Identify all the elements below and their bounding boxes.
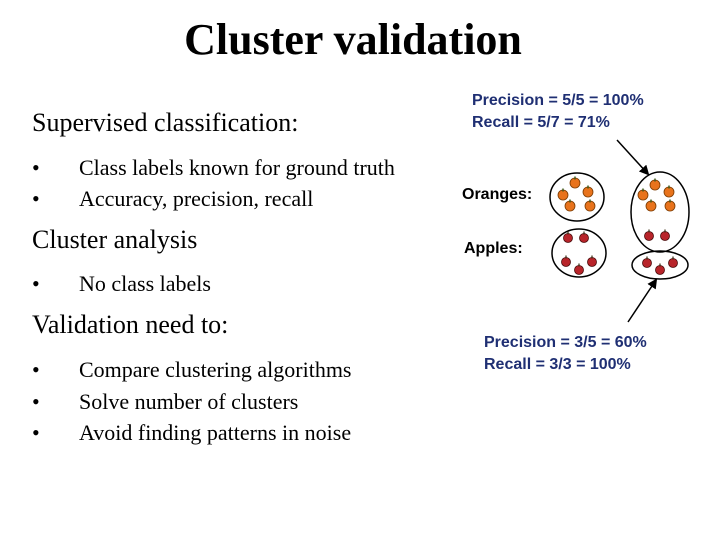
bullet-icon: • <box>32 357 40 382</box>
bullet-text: No class labels <box>79 271 211 296</box>
apples-label: Apples: <box>464 240 523 257</box>
orange-fruit-icon <box>638 189 648 201</box>
orange-fruit-icon <box>558 189 568 201</box>
bullet-text: Avoid finding patterns in noise <box>79 420 352 445</box>
oranges-label: Oranges: <box>462 186 533 203</box>
apple-fruit-icon <box>645 230 654 241</box>
slide-title: Cluster validation <box>184 15 522 64</box>
bullet-text: Class labels known for ground truth <box>79 155 395 180</box>
top-precision-text: Precision = 5/5 = 100% <box>472 92 644 109</box>
bullet-icon: • <box>32 186 40 211</box>
bullet-icon: • <box>32 420 40 445</box>
apple-fruit-icon <box>562 256 571 267</box>
orange-fruit-icon <box>585 200 595 212</box>
bottom-recall-text: Recall = 3/3 = 100% <box>484 356 631 373</box>
orange-fruit-icon <box>664 186 674 198</box>
supervised-heading: Supervised classification: <box>32 108 299 137</box>
orange-fruit-icon <box>646 200 656 212</box>
top-metrics-arrow <box>617 140 648 174</box>
orange-fruit-icon <box>570 177 580 189</box>
cluster-analysis-heading: Cluster analysis <box>32 225 198 254</box>
apple-fruit-icon <box>580 232 589 243</box>
orange-fruit-icon <box>565 200 575 212</box>
apple-fruit-icon <box>661 230 670 241</box>
apple-fruit-icon <box>656 264 665 275</box>
apple-fruit-icon <box>643 257 652 268</box>
orange-fruit-icon <box>583 186 593 198</box>
orange-fruit-icon <box>650 179 660 191</box>
bullet-text: Compare clustering algorithms <box>79 357 352 382</box>
bullet-text: Solve number of clusters <box>79 389 299 414</box>
validation-heading: Validation need to: <box>32 310 229 339</box>
bottom-precision-text: Precision = 3/5 = 60% <box>484 334 647 351</box>
bullet-icon: • <box>32 271 40 296</box>
bullet-icon: • <box>32 155 40 180</box>
bottom-metrics-arrow <box>628 280 656 322</box>
apple-fruit-icon <box>575 264 584 275</box>
top-recall-text: Recall = 5/7 = 71% <box>472 114 610 131</box>
orange-fruit-icon <box>665 200 675 212</box>
apple-fruit-icon <box>588 256 597 267</box>
bullet-text: Accuracy, precision, recall <box>79 186 314 211</box>
bullet-icon: • <box>32 389 40 414</box>
apple-fruit-icon <box>669 257 678 268</box>
